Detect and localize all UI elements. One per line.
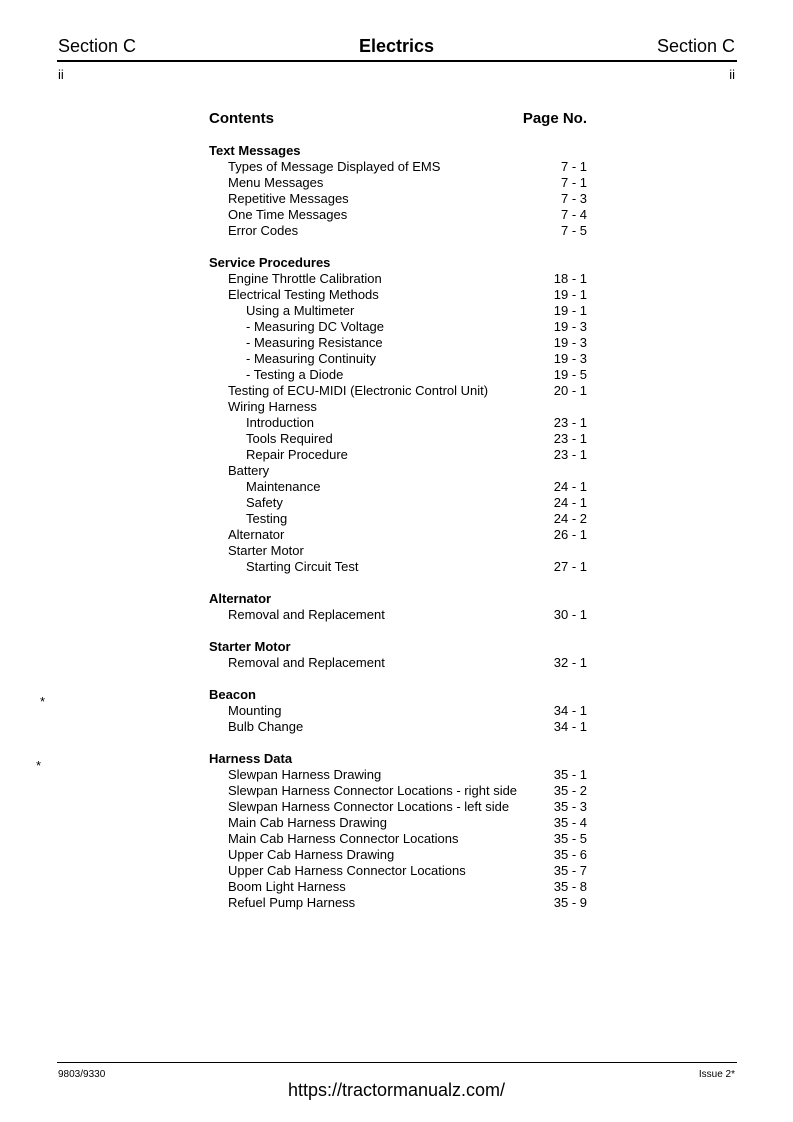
toc-entry[interactable] xyxy=(209,799,587,815)
toc-entry-label: Using a Multimeter xyxy=(246,303,355,318)
revision-mark-harness: * xyxy=(36,758,42,773)
page-number-left: ii xyxy=(58,67,64,82)
toc-entry[interactable] xyxy=(209,447,587,463)
toc-entry[interactable] xyxy=(209,463,587,479)
toc-entry-page: 19 - 3 xyxy=(553,335,587,350)
toc-entry-label: Engine Throttle Calibration xyxy=(228,271,382,286)
toc-entry[interactable] xyxy=(209,431,587,447)
toc-entry[interactable] xyxy=(209,351,587,367)
toc-entry-page: 19 - 5 xyxy=(553,367,587,382)
toc-entry-page: 7 - 3 xyxy=(560,191,587,206)
toc-entry-label: - Measuring DC Voltage xyxy=(246,319,385,334)
toc-entry-page: 35 - 7 xyxy=(553,863,587,878)
table-of-contents xyxy=(209,143,587,927)
toc-entry[interactable] xyxy=(209,223,587,239)
toc-section xyxy=(209,687,587,735)
toc-entry-label: Battery xyxy=(228,463,270,478)
toc-entry[interactable] xyxy=(209,319,587,335)
toc-entry[interactable] xyxy=(209,607,587,623)
toc-entry-page: 35 - 1 xyxy=(553,767,587,782)
toc-section-title: Beacon xyxy=(209,687,256,702)
page-number-right: ii xyxy=(729,67,735,82)
toc-entry-page: 32 - 1 xyxy=(553,655,587,670)
toc-entry-page: 35 - 9 xyxy=(553,895,587,910)
toc-entry-label: Menu Messages xyxy=(228,175,324,190)
toc-entry-label: Repetitive Messages xyxy=(228,191,349,206)
toc-entry-label: Testing xyxy=(246,511,288,526)
toc-entry[interactable] xyxy=(209,783,587,799)
toc-entry-page: 20 - 1 xyxy=(553,383,587,398)
toc-entry-label: Removal and Replacement xyxy=(228,607,385,622)
toc-entry-page: 30 - 1 xyxy=(553,607,587,622)
toc-entry-page: 7 - 1 xyxy=(560,175,587,190)
toc-entry-label: Types of Message Displayed of EMS xyxy=(228,159,441,174)
toc-section-title: Harness Data xyxy=(209,751,293,766)
toc-entry-page: 35 - 2 xyxy=(553,783,587,798)
toc-entry[interactable] xyxy=(209,815,587,831)
toc-entry[interactable] xyxy=(209,831,587,847)
toc-entry-label: Wiring Harness xyxy=(228,399,317,414)
toc-entry-label: Electrical Testing Methods xyxy=(228,287,379,302)
toc-entry-page: 18 - 1 xyxy=(553,271,587,286)
toc-entry[interactable] xyxy=(209,879,587,895)
toc-entry[interactable] xyxy=(209,383,587,399)
toc-entry[interactable] xyxy=(209,367,587,383)
toc-entry[interactable] xyxy=(209,847,587,863)
toc-entry-label: Bulb Change xyxy=(228,719,304,734)
toc-entry[interactable] xyxy=(209,527,587,543)
toc-entry-label: One Time Messages xyxy=(228,207,348,222)
toc-entry-page: 7 - 5 xyxy=(560,223,587,238)
toc-entry-page: 23 - 1 xyxy=(553,415,587,430)
header-section-left: Section C xyxy=(58,36,137,56)
toc-entry[interactable] xyxy=(209,207,587,223)
toc-entry[interactable] xyxy=(209,703,587,719)
toc-entry-page: 34 - 1 xyxy=(553,703,587,718)
toc-entry-label: Starting Circuit Test xyxy=(246,559,359,574)
toc-entry[interactable] xyxy=(209,175,587,191)
toc-entry-page: 19 - 1 xyxy=(553,287,587,302)
footer-rule xyxy=(57,1062,737,1063)
toc-entry-label: Slewpan Harness Connector Locations - left side xyxy=(228,799,510,814)
toc-entry-page: 19 - 1 xyxy=(553,303,587,318)
toc-section-title: Text Messages xyxy=(209,143,301,158)
toc-entry-page: 35 - 5 xyxy=(553,831,587,846)
footer-url[interactable]: https://tractormanualz.com/ xyxy=(287,1080,506,1100)
toc-entry[interactable] xyxy=(209,159,587,175)
toc-entry-label: - Measuring Resistance xyxy=(246,335,383,350)
toc-entry-label: Refuel Pump Harness xyxy=(228,895,356,910)
toc-entry[interactable] xyxy=(209,399,587,415)
toc-entry-page: 34 - 1 xyxy=(553,719,587,734)
toc-entry[interactable] xyxy=(209,559,587,575)
toc-entry-label: Testing of ECU-MIDI (Electronic Control Unit) xyxy=(228,383,489,398)
toc-entry[interactable] xyxy=(209,543,587,559)
toc-entry-page: 23 - 1 xyxy=(553,431,587,446)
toc-entry-label: Introduction xyxy=(246,415,314,430)
revision-mark-beacon: * xyxy=(40,694,46,709)
toc-entry[interactable] xyxy=(209,415,587,431)
toc-section xyxy=(209,255,587,575)
toc-entry-label: Main Cab Harness Drawing xyxy=(228,815,387,830)
footer-doc-number: 9803/9330 xyxy=(58,1069,106,1080)
toc-entry-label: Starter Motor xyxy=(228,543,304,558)
toc-entry[interactable] xyxy=(209,479,587,495)
toc-entry[interactable] xyxy=(209,287,587,303)
header-section-right: Section C xyxy=(656,36,735,56)
toc-entry[interactable] xyxy=(209,303,587,319)
toc-entry[interactable] xyxy=(209,335,587,351)
toc-section xyxy=(209,639,587,671)
header-rule xyxy=(57,60,737,62)
toc-entry-page: 23 - 1 xyxy=(553,447,587,462)
toc-entry-page: 19 - 3 xyxy=(553,351,587,366)
contents-heading: Contents xyxy=(209,110,274,127)
toc-entry[interactable] xyxy=(209,511,587,527)
toc-entry-page: 35 - 4 xyxy=(553,815,587,830)
toc-section xyxy=(209,591,587,623)
toc-entry-label: Safety xyxy=(246,495,283,510)
toc-entry-label: Main Cab Harness Connector Locations xyxy=(228,831,459,846)
toc-entry[interactable] xyxy=(209,191,587,207)
toc-entry-label: Upper Cab Harness Drawing xyxy=(228,847,395,862)
toc-section-title: Alternator xyxy=(209,591,272,606)
header-title: Electrics xyxy=(358,36,435,56)
toc-entry-page: 24 - 1 xyxy=(553,495,587,510)
toc-entry[interactable] xyxy=(209,767,587,783)
toc-entry-label: Repair Procedure xyxy=(246,447,348,462)
toc-entry-page: 27 - 1 xyxy=(553,559,587,574)
toc-entry-label: - Measuring Continuity xyxy=(246,351,377,366)
toc-entry-page: 26 - 1 xyxy=(553,527,587,542)
toc-entry-label: - Testing a Diode xyxy=(246,367,344,382)
toc-entry-page: 35 - 6 xyxy=(553,847,587,862)
toc-entry[interactable] xyxy=(209,719,587,735)
toc-entry-label: Slewpan Harness Connector Locations - right side xyxy=(228,783,518,798)
toc-entry[interactable] xyxy=(209,895,587,911)
toc-entry[interactable] xyxy=(209,495,587,511)
toc-entry[interactable] xyxy=(209,655,587,671)
toc-entry-label: Removal and Replacement xyxy=(228,655,385,670)
toc-entry-page: 24 - 2 xyxy=(553,511,587,526)
toc-section xyxy=(209,751,587,911)
toc-entry-label: Slewpan Harness Drawing xyxy=(228,767,382,782)
toc-section-title: Service Procedures xyxy=(209,255,331,270)
toc-entry-label: Upper Cab Harness Connector Locations xyxy=(228,863,466,878)
toc-entry-page: 7 - 4 xyxy=(560,207,587,222)
toc-entry-label: Tools Required xyxy=(246,431,333,446)
toc-header xyxy=(209,110,587,130)
toc-entry-label: Boom Light Harness xyxy=(228,879,346,894)
toc-entry-page: 24 - 1 xyxy=(553,479,587,494)
page-no-heading: Page No. xyxy=(522,110,587,127)
toc-entry-page: 35 - 3 xyxy=(553,799,587,814)
footer-issue: Issue 2* xyxy=(698,1069,735,1080)
toc-entry[interactable] xyxy=(209,271,587,287)
toc-entry-page: 7 - 1 xyxy=(560,159,587,174)
toc-section xyxy=(209,143,587,239)
toc-entry-label: Error Codes xyxy=(228,223,299,238)
toc-entry-label: Alternator xyxy=(228,527,285,542)
toc-entry-page: 35 - 8 xyxy=(553,879,587,894)
toc-entry[interactable] xyxy=(209,863,587,879)
toc-entry-label: Maintenance xyxy=(246,479,321,494)
toc-entry-label: Mounting xyxy=(228,703,282,718)
toc-entry-page: 19 - 3 xyxy=(553,319,587,334)
toc-section-title: Starter Motor xyxy=(209,639,291,654)
